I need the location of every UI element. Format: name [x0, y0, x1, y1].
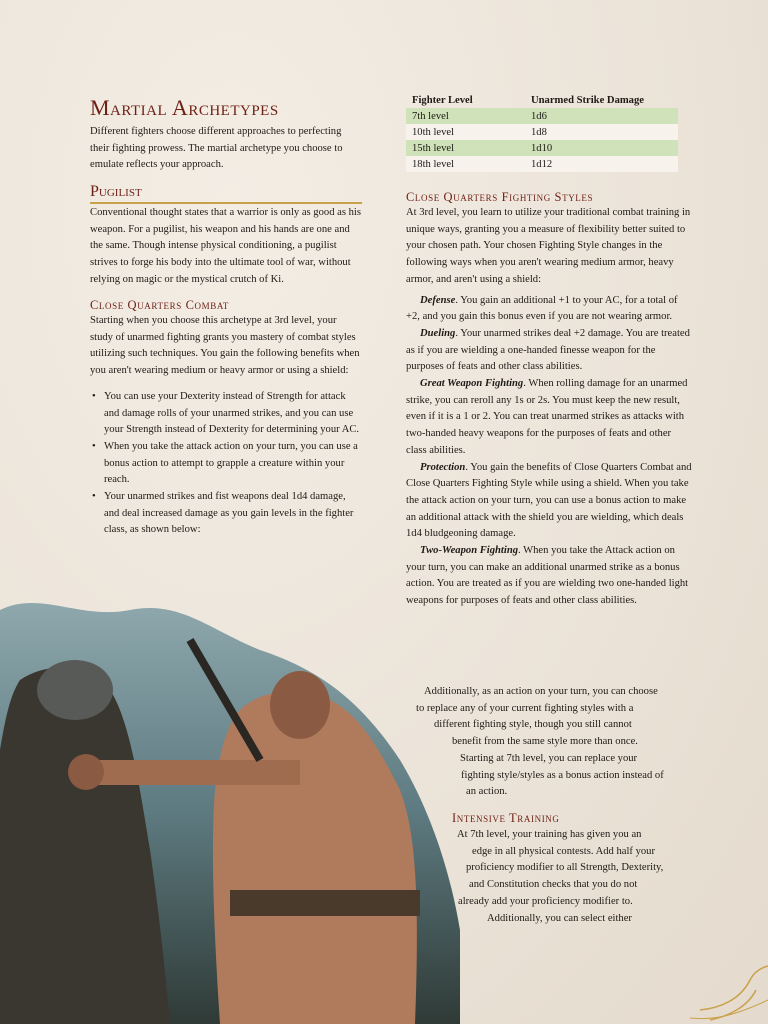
unarmed-damage-table — [406, 92, 678, 172]
table-header: Fighter Level — [412, 94, 473, 106]
additional-text: Additionally, as an action on your turn, you can choose to replace any of your current fighting styles with a different fighting style, though you still cannot benefit from the same style more than once. Starting at 7th level, you can replace your fighting style/styles as a bonus action instead of an action. — [416, 686, 664, 798]
table-row — [406, 108, 678, 124]
pugilist-text: Conventional thought states that a warrior is only as good as his weapon. For a pugilist, his weapon and his hands are one and the same. Though intense physical conditioning, a pugilist strives to forge his body into the ultimate tool of war, without relying on magic or the mystical crutch of Ki. — [90, 207, 361, 285]
table-cell: 18th level — [406, 156, 525, 172]
table-header: Unarmed Strike Damage — [531, 94, 644, 106]
table-cell: 1d10 — [525, 140, 678, 156]
pugilist-heading: Pugilist — [90, 183, 142, 200]
cqc-heading: Close Quarters Combat — [90, 298, 230, 312]
list-item: • You can use your Dexterity instead of Strength for attack and damage rolls of your unarmed strikes, and you can use your Strength instead of Dexterity for determining your AC. — [90, 389, 362, 439]
style-two-weapon: Two-Weapon Fighting. When you take the Attack action on your turn, you can make an additional unarmed strike as a bonus action. You are treated as if you are wielding two one-handed light weapons for purposes of feats and other class abilities. — [406, 545, 689, 607]
table-row — [406, 124, 678, 140]
table-cell: 15th level — [406, 140, 525, 156]
list-item: • When you take the attack action on your turn, you can use a bonus action to attempt to grapple a creature within your reach. — [90, 439, 362, 489]
style-protection: Protection. You gain the benefits of Close Quarters Combat and Close Quarters Fighting Style while using a shield. When you take the attack action on your turn, you can use a bonus action to make an additional attack with the shield you are wielding, which deals 1d4 bludgeoning damage. — [406, 461, 692, 540]
style-dueling: Dueling. Your unarmed strikes deal +2 damage. You are treated as if you are wielding a one-handed finesse weapon for the purposes of feats and other class abilities. — [406, 327, 690, 373]
table-cell: 1d6 — [525, 108, 678, 124]
table-row — [406, 156, 678, 172]
cqc-bullet-list — [90, 389, 362, 539]
cqc-section: Starting when you choose this archetype at 3rd level, your study of unarmed fighting grants you mastery of combat styles utilizing such techniques. You gain the following benefits when you aren't wearing medium or heavy armor or using a shield: • You can use your Dexterity instead of Strength for attack and damage rolls of your unarmed strikes, and you can use your Strength instead of Dexterity for determining your AC. • When you take the attack action on your turn, you can use a bonus action to attempt to grapple a creature within your reach. • Your unarmed strikes and fist weapons deal 1d4 damage, and deal increased damage as you gain levels in the fighter class, as shown below: — [90, 313, 362, 539]
heading-rule — [90, 202, 362, 204]
intensive-training-heading: Intensive Training — [452, 811, 560, 825]
cqfs-heading: Close Quarters Fighting Styles — [406, 190, 594, 204]
table-row — [406, 140, 678, 156]
style-defense: Defense. You gain an additional +1 to your AC, for a total of +2, and you gain this bonus even if you are not wearing armor. — [406, 294, 678, 323]
page-title: Martial Archetypes — [90, 95, 279, 120]
table-cell: 10th level — [406, 124, 525, 140]
corner-ornament — [690, 960, 768, 1024]
training-text: At 7th level, your training has given you an edge in all physical contests. Add half your proficiency modifier to all Strength, Dexterity, and Constitution checks that you do not already add your proficiency modifier to. Additionally, you can select either — [457, 829, 664, 924]
intro-text: Different fighters choose different approaches to perfecting their fighting prowess. The martial archetype you choose to emulate reflects your approach. — [90, 126, 343, 171]
list-item: • Your unarmed strikes and fist weapons deal 1d4 damage, and deal increased damage as you gain levels in the fighter class, as shown below: — [90, 489, 362, 539]
cqfs-section: At 3rd level, you learn to utilize your traditional combat training in unique ways, granting you a measure of flexibility better suited to your chosen path. Your chosen Fighting Style changes in the following ways when you aren't wearing medium armor, heavy armor, and aren't using a shield: Defense. You gain an additional +1 to your AC, for a total of +2, and you gain this bonus even if you are not wearing armor. Dueling. Your unarmed strikes deal +2 damage. You are treated as if you are wielding a one-handed finesse weapon for the purposes of feats and other class abilities. Great Weapon Fighting. When rolling damage for an unarmed strike, you can reroll any 1s or 2s. You must keep the new result, even if it is a 1 or 2. You can treat unarmed strikes as attacks with two-handed heavy weapons for the purposes of feats and other class abilities. Protection. You gain the benefits of Close Quarters Combat and Close Quarters Fighting Style while using a shield. When you take the attack action on your turn, you can use a bonus action to make an additional attack with the shield you are wielding, which deals 1d4 bludgeoning damage. Two-Weapon Fighting. When you take the Attack action on your turn, you can make an additional unarmed strike as a bonus action. You are treated as if you are wielding two one-handed light weapons for purposes of feats and other class abilities. — [406, 205, 692, 610]
table-cell: 7th level — [406, 108, 525, 124]
style-great-weapon: Great Weapon Fighting. When rolling damage for an unarmed strike, you can reroll any 1s or 2s. You must keep the new result, even if it is a 1 or 2. You can treat unarmed strikes as attacks with two-handed heavy weapons for the purposes of feats and other class abilities. — [406, 378, 688, 456]
fighter-illustration — [0, 590, 460, 1024]
table-cell: 1d8 — [525, 124, 678, 140]
table-cell: 1d12 — [525, 156, 678, 172]
